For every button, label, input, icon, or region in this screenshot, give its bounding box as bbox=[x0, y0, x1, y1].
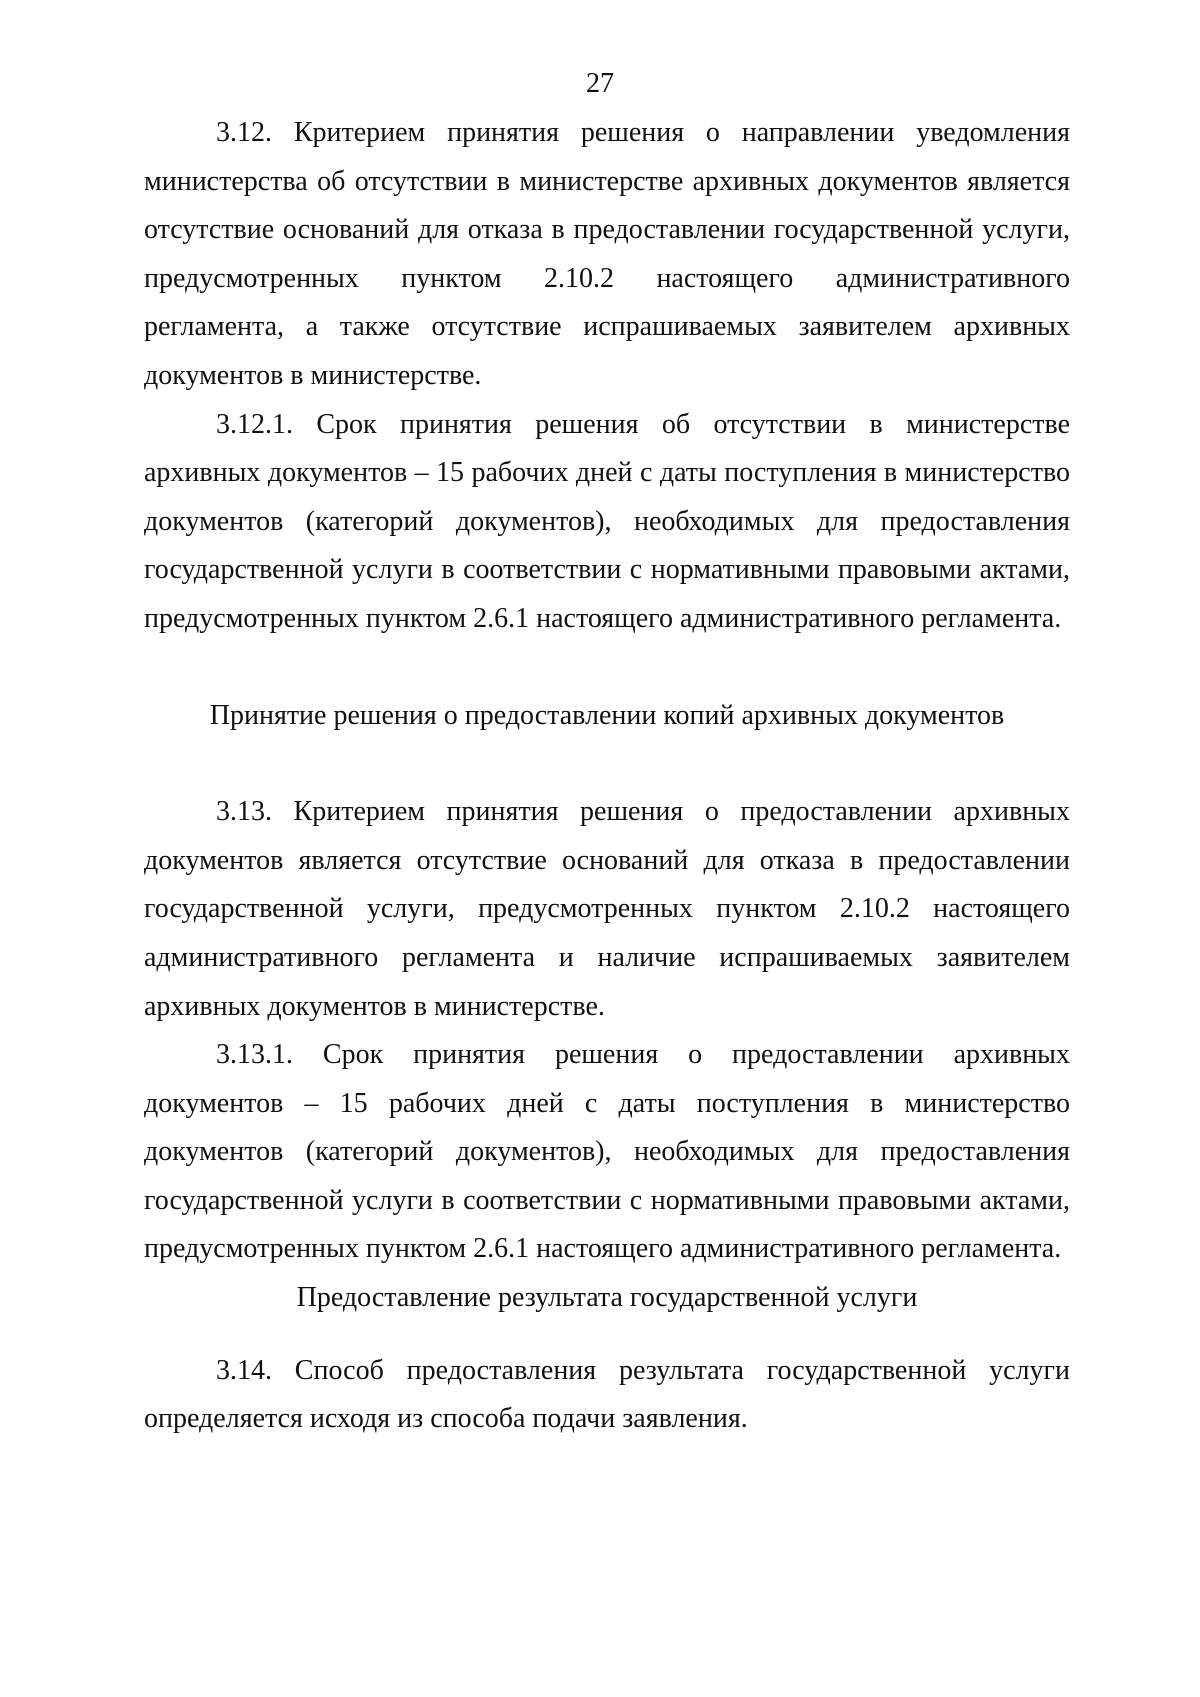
paragraph-3-13: 3.13. Критерием принятия решения о предоставлении архивных документов является отсутствие оснований для отказа в предоставлении государственной услуги, предусмотренных пунктом 2.10.2 настоящего административного регламента и наличие испрашиваемых заявителем архивных документов в министерстве. bbox=[144, 796, 1070, 1022]
paragraph-3-13-1: 3.13.1. Срок принятия решения о предоставлении архивных документов – 15 рабочих дней с даты поступления в министерство документов (категорий документов), необходимых для предоставления государственной услуги в соответствии с нормативными правовыми актами, предусмотренных пунктом 2.6.1 настоящего административного регламента. bbox=[144, 1039, 1070, 1265]
document-body bbox=[144, 109, 1070, 1444]
paragraph-3-12-1: 3.12.1. Срок принятия решения об отсутствии в министерстве архивных документов – 15 рабочих дней с даты поступления в министерство документов (категорий документов), необходимых для предоставления государственной услуги в соответствии с нормативными правовыми актами, предусмотренных пунктом 2.6.1 настоящего административного регламента. bbox=[144, 408, 1070, 634]
paragraph-3-12: 3.12. Критерием принятия решения о направлении уведомления министерства об отсутствии в министерстве архивных документов является отсутствие оснований для отказа в предоставлении государственной услуги, предусмотренных пунктом 2.10.2 настоящего административного регламента, а также отсутствие испрашиваемых заявителем архивных документов в министерстве. bbox=[144, 117, 1070, 391]
section-heading-result-delivery: Предоставление результата государственной услуги bbox=[296, 1282, 918, 1314]
section-heading-copies-decision: Принятие решения о предоставлении копий архивных документов bbox=[209, 699, 1005, 731]
paragraph-3-14: 3.14. Способ предоставления результата государственной услуги определяется исходя из способа подачи заявления. bbox=[144, 1354, 1070, 1435]
page-number: 27 bbox=[586, 68, 614, 99]
